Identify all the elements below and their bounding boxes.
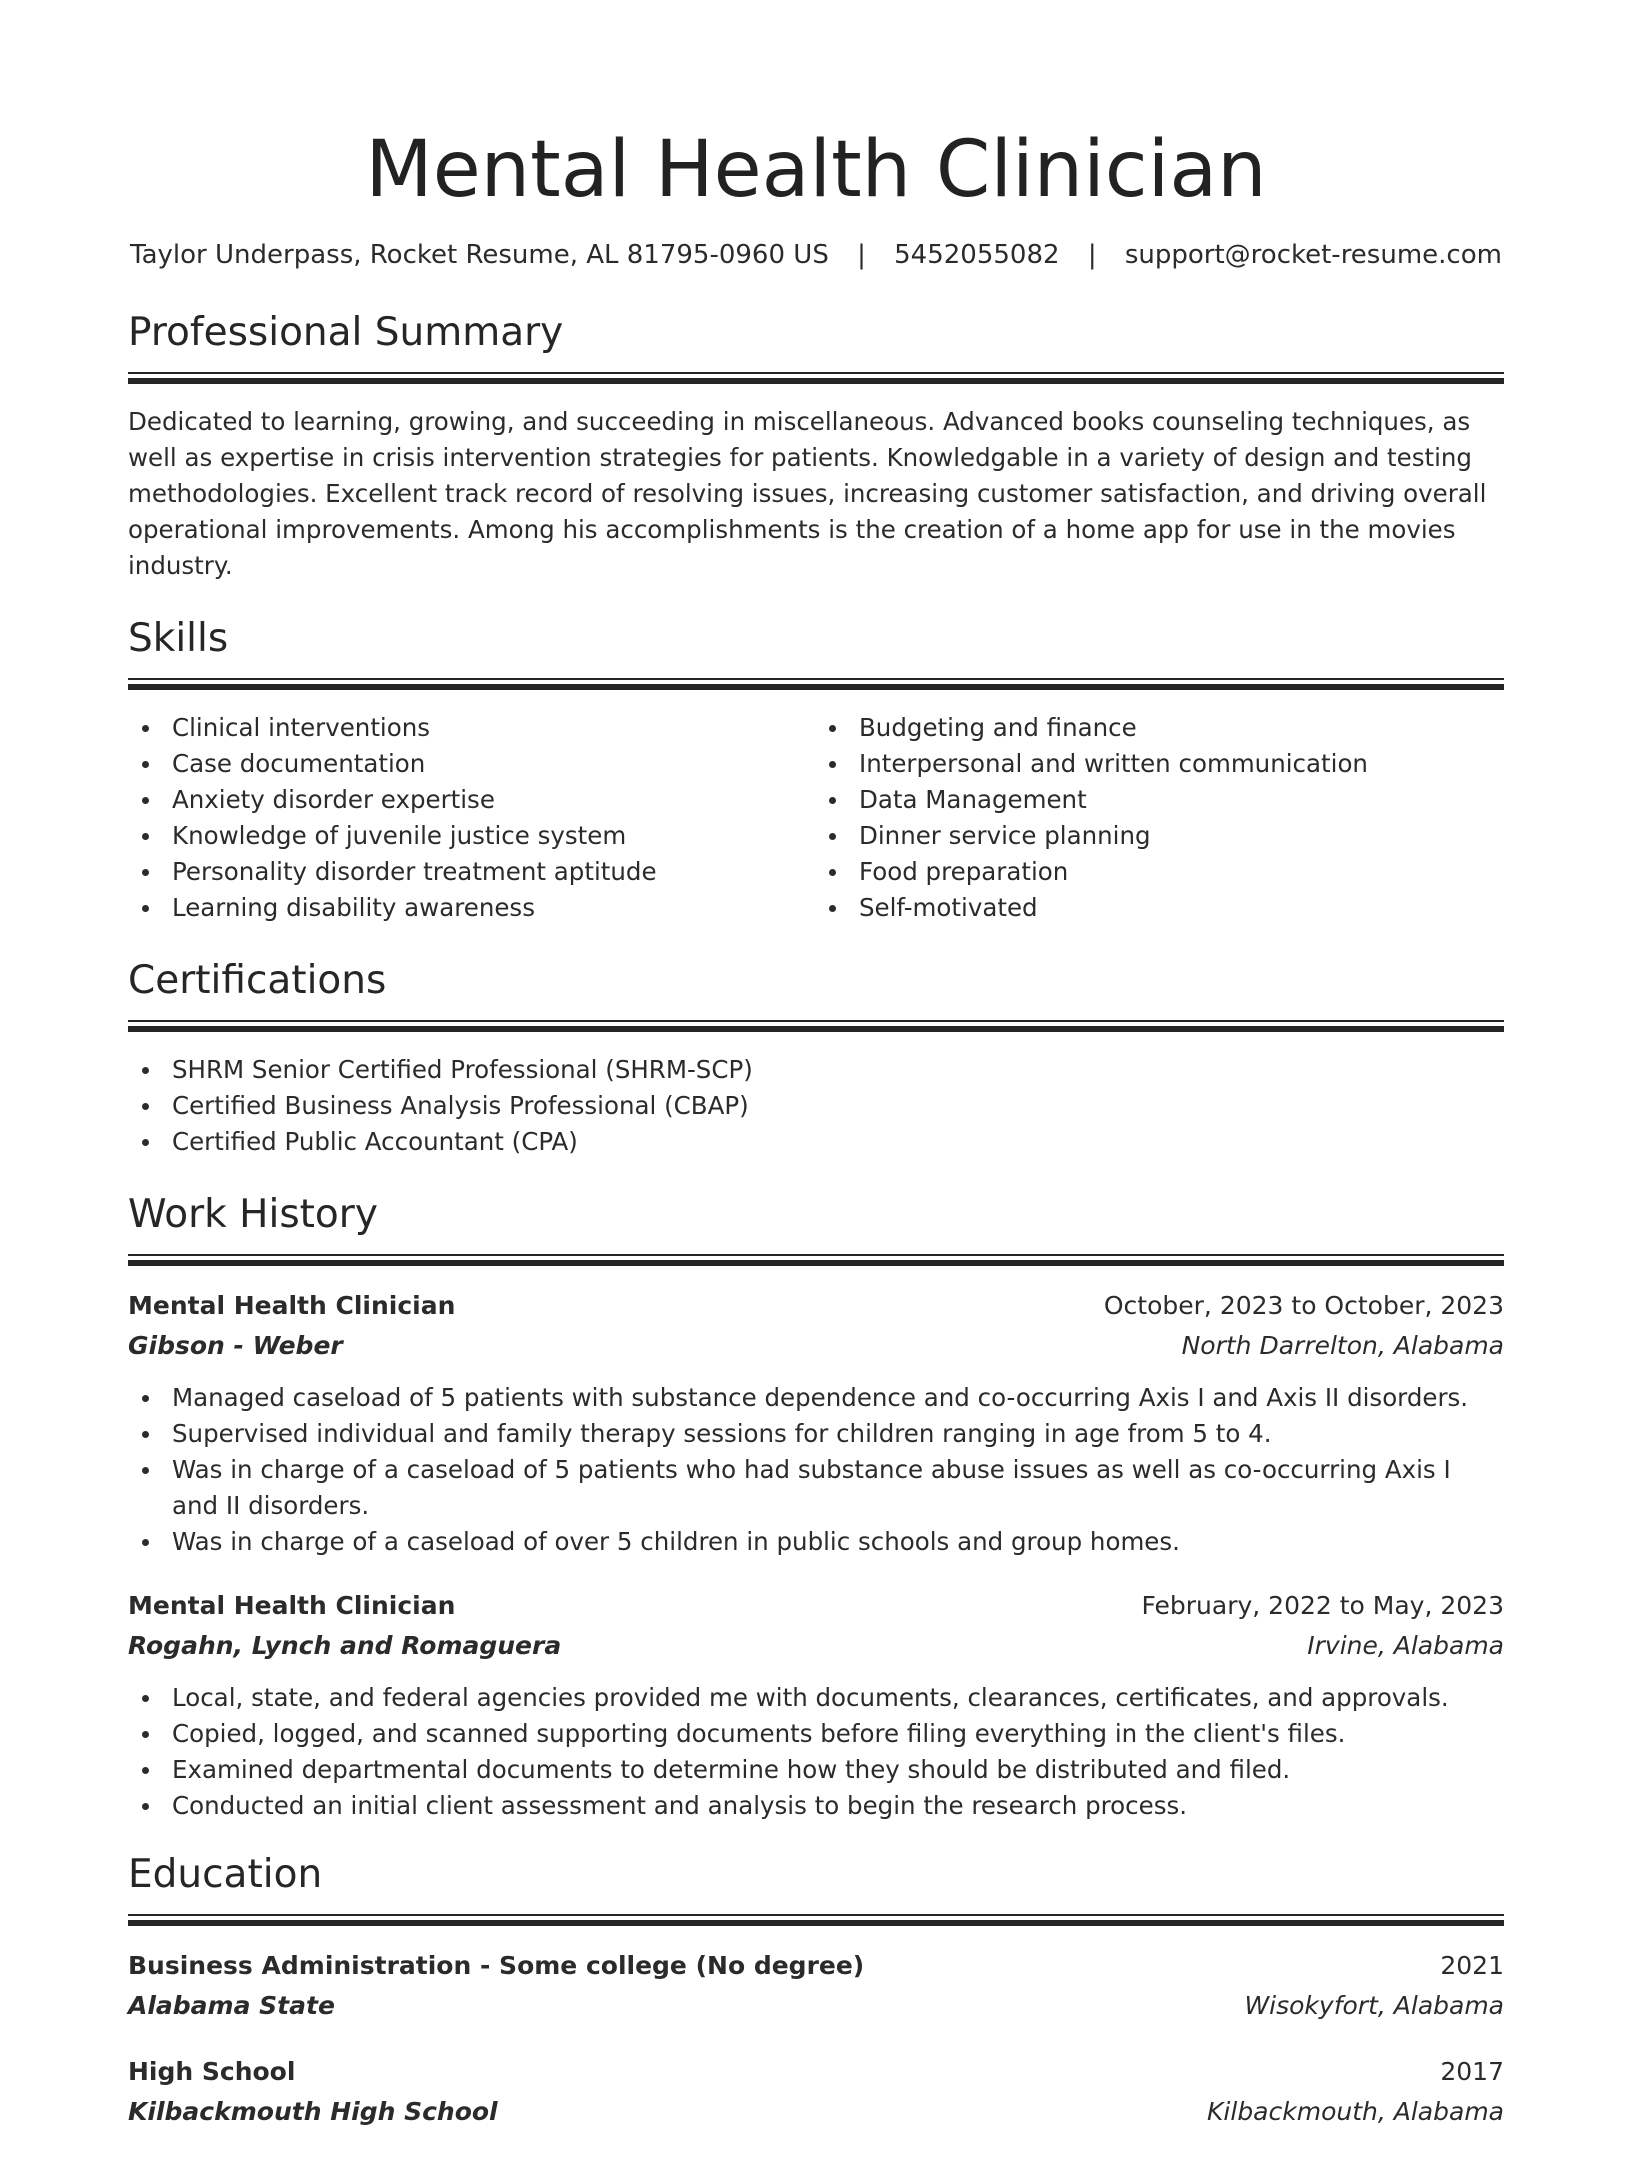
job-bullet: Supervised individual and family therapy sessions for children ranging in age from 5 to 4. [128, 1416, 1504, 1452]
summary-section [128, 308, 1504, 584]
education-degree: Business Administration - Some college (No degree) [128, 1951, 865, 1980]
contact-line [128, 238, 1504, 272]
education-location: Kilbackmouth, Alabama [1207, 2097, 1504, 2126]
job-title: Mental Health Clinician [128, 1291, 456, 1320]
section-title-certifications: Certifications [128, 958, 387, 1003]
job-dates: October, 2023 to October, 2023 [1103, 1291, 1504, 1320]
section-title-skills: Skills [128, 616, 229, 661]
section-divider [128, 372, 1504, 384]
summary-text: Dedicated to learning, growing, and succeeding in miscellaneous. Advanced books counseling techniques, as well as expertise in crisis intervention strategies for patients. Knowledgable in a variety of design and testing methodologies. Excellent track record of resolving issues, increasing customer satisfaction, and driving overall operational improvements. Among his accomplishments is the creation of a home app for use in the movies industry. [128, 407, 1487, 580]
education-entry [128, 1946, 1504, 2026]
job-bullet: Was in charge of a caseload of over 5 children in public schools and group homes. [128, 1524, 1504, 1560]
work-history-section [128, 1190, 1504, 1824]
education-degree: High School [128, 2057, 296, 2086]
section-divider [128, 678, 1504, 690]
education-year: 2021 [1440, 1951, 1504, 1980]
contact-separator: | [857, 240, 866, 270]
job-bullet: Managed caseload of 5 patients with substance dependence and co-occurring Axis I and Axis II disorders. [128, 1380, 1504, 1416]
skills-columns [128, 710, 1504, 926]
skill-item: Learning disability awareness [128, 890, 816, 926]
skill-item: Clinical interventions [128, 710, 816, 746]
skill-item: Case documentation [128, 746, 816, 782]
job-bullet: Copied, logged, and scanned supporting documents before filing everything in the client's files. [128, 1716, 1504, 1752]
skills-section [128, 614, 1504, 926]
resume-page [128, 0, 1504, 2158]
job-bullets [128, 1380, 1504, 1560]
job-entry [128, 1586, 1504, 1824]
job-bullet: Local, state, and federal agencies provided me with documents, clearances, certificates, and approvals. [128, 1680, 1504, 1716]
skill-item: Budgeting and finance [815, 710, 1503, 746]
skill-item: Interpersonal and written communication [815, 746, 1503, 782]
job-title: Mental Health Clinician [128, 1591, 456, 1620]
education-year: 2017 [1440, 2057, 1504, 2086]
section-title-education: Education [128, 1852, 323, 1897]
job-location: Irvine, Alabama [1307, 1631, 1504, 1660]
contact-separator: | [1087, 240, 1097, 270]
certifications-section [128, 956, 1504, 1160]
skill-item: Anxiety disorder expertise [128, 782, 816, 818]
job-company: Rogahn, Lynch and Romaguera [128, 1631, 562, 1660]
skill-item: Self-motivated [815, 890, 1503, 926]
job-bullet: Was in charge of a caseload of 5 patients who had substance abuse issues as well as co-occurring Axis I and II disorders. [128, 1452, 1504, 1524]
skills-list-left [128, 710, 816, 926]
education-school: Alabama State [128, 1991, 335, 2020]
certification-item: SHRM Senior Certified Professional (SHRM-SCP) [128, 1052, 1504, 1088]
contact-phone: 5452055082 [894, 240, 1060, 270]
education-entry [128, 2052, 1504, 2132]
job-entry [128, 1286, 1504, 1560]
skill-item: Personality disorder treatment aptitude [128, 854, 816, 890]
job-company: Gibson - Weber [128, 1331, 343, 1360]
skills-list-right [815, 710, 1503, 926]
skill-item: Dinner service planning [815, 818, 1503, 854]
job-bullets [128, 1680, 1504, 1824]
section-divider [128, 1020, 1504, 1032]
certification-item: Certified Public Accountant (CPA) [128, 1124, 1504, 1160]
job-bullet: Conducted an initial client assessment and analysis to begin the research process. [128, 1788, 1504, 1824]
job-bullet: Examined departmental documents to determine how they should be distributed and filed. [128, 1752, 1504, 1788]
job-location: North Darrelton, Alabama [1181, 1331, 1504, 1360]
education-location: Wisokyfort, Alabama [1244, 1991, 1504, 2020]
section-divider [128, 1254, 1504, 1266]
contact-address: Taylor Underpass, Rocket Resume, AL 81795-0960 US [130, 240, 829, 270]
skill-item: Knowledge of juvenile justice system [128, 818, 816, 854]
education-school: Kilbackmouth High School [128, 2097, 498, 2126]
section-title-work-history: Work History [128, 1192, 378, 1237]
section-divider [128, 1914, 1504, 1926]
resume-name: Mental Health Clinician [365, 125, 1267, 215]
education-section [128, 1850, 1504, 2132]
section-title-summary: Professional Summary [128, 310, 564, 355]
skill-item: Food preparation [815, 854, 1503, 890]
contact-email: support@rocket-resume.com [1124, 240, 1502, 270]
certification-item: Certified Business Analysis Professional (CBAP) [128, 1088, 1504, 1124]
skill-item: Data Management [815, 782, 1503, 818]
job-dates: February, 2022 to May, 2023 [1141, 1591, 1504, 1620]
certifications-list [128, 1052, 1504, 1160]
